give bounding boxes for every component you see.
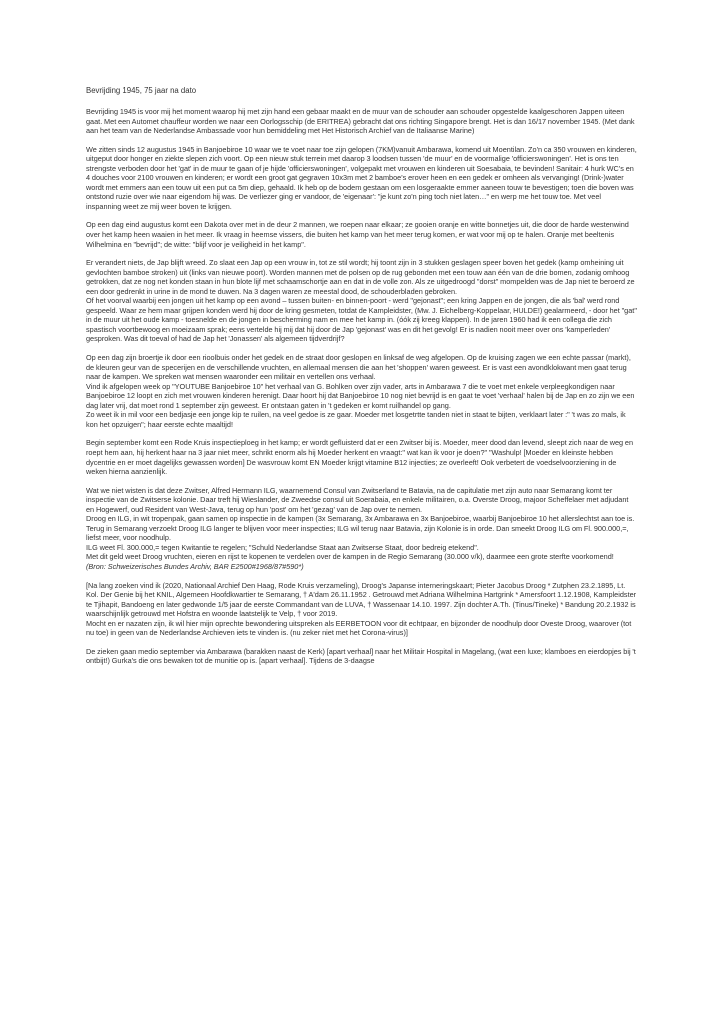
paragraph-jonassen: Of het voorval waarbij een jongen uit het kamp op een avond – tussen buiten- en binnen-poort - werd "gejonast"; een kring Jappen en de jongen, die als 'bal' werd rond gespeeld. Waar ze hem maar grijpen konden werd hij door de kring gesmeten, totdat de Kampleidster, (Mw. J. Eichelberg-Koppelaar, HULDE!) gealarmeerd, - door het "gat" in de muur uit het oude kamp - toesnelde en de jongen in bescherming nam en mee het kamp in. (óók zij kreeg klappen). In de jaren 1960 had ik een collega die zich spastisch voortbewoog en moeizaam sprak; eens vertelde hij mij dat hij door de Jap 'gejonast' was en dit het gevolg! Er is nadien nooit meer over ons 'kamperleden' gesproken. Was dit toeval of had de Jap het 'Jonassen' als algemeen tijdverdrijf?: [86, 296, 637, 344]
paragraph-kip: Zo weet ik in mil voor een bedjasje een jonge kip te ruilen, na veel gedoe is ze gaar. Moeder met losgetrtte tanden niet in staat te bijten, verklaart later :" 't was zo mals, ik kon het opzuigen"; haar eerste echte maaltijd!: [86, 410, 626, 429]
paragraph-zwitser: Wat we niet wisten is dat deze Zwitser, Alfred Hermann ILG, waarnemend Consul van Zwitserland te Batavia, na de capitulatie met zijn auto naar Semarang komt ter inspectie van de Zwitserse kolonie. Daar treft hij Wieslander, de Zweedse consul uit Soerabaia, en enkele militairen, o.a. Overste Droog, majoor Scheffelaer met adjudant en Hogewerf, oud Resident van West-Java, terug op hun 'post' om het 'gezag' van de Jap over te nemen.: [86, 485, 629, 514]
document-title: Bevrijding 1945, 75 jaar na dato: [86, 86, 197, 95]
paragraph-kwitantie: ILG weet Fl. 300.000,= tegen Kwitantie te regelen; "Schuld Nederlandse Staat aan Zwitserse Staat, door bedreig etekend".: [86, 542, 479, 552]
paragraph-dakota: Op een dag eind augustus komt een Dakota over met in de deur 2 mannen, we roepen naar elkaar; ze gooien oranje en witte bonnetjes uit, die door de harde westenwind over het kamp heen waaien in het meer. Ik vraag in heemse vissers, die buiten het kamp van het meer terug komen, er wat voor mij op te halen. Oranje met beeltenis Wilhelmina en "bevrijd"; de witte: "blijf voor je veiligheid in het kamp".: [86, 220, 629, 249]
paragraph-eerbetoon: Mocht en er nazaten zijn, ik wil hier mijn oprechte bewondering uitspreken als EERBETOON voor dit echtpaar, en bijzonder de noodhulp door Oveste Droog, waarover (tot nu toe) in geen van de Nederlandse Archieven iets te vinden is. (nu zeker niet met het Corona-virus)]: [86, 618, 632, 638]
paragraph-banjoebiroe: We zitten sinds 12 augustus 1945 in Banjoebiroe 10 waar we te voet naar toe zijn gelopen (7KM)vanuit Ambarawa, komend uit Moentilan. Zo'n ca 350 vrouwen en kinderen, uitgeput door honger en ziekte slepen zich voort. Op een nieuw stuk terrein met daarop 3 loodsen tussen 'de muur' en de voormalige 'officierswoningen'. Het is ons ten strengste verboden door het 'gat' in de muur te gaan of je hijde 'officierswoningen', volgepakt met vrouwen en kinderen uit Soesabaia, te bevinden! Sanitair: 4 hurk WC's en 4 douches voor 2100 vrouwen en kinderen; er wordt een groot gat gegraven 10x3m met 2 bamboe's erover heen en een gedek er omheen als vervanging! (Drink-)water wordt met emmers aan een touw uit een put ca 5m diep, gehaald. Ik heb op de bodem gestaan om een losgeraakte emmer aaneen touw te bevestigen; toen die boven was ontstond ruzie over wie naar eigendom hij was. De verliezer ging er vandoor, de 'eigenaar': "je kunt zo'n ping toch niet laten…" en werp me het touw toe. Met veel inspanning weet ze mij weer boven te krijgen.: [86, 144, 637, 211]
paragraph-inspectie: Droog en ILG, in wit tropenpak, gaan samen op inspectie in de kampen (3x Semarang, 3x Ambarawa en 3x Banjoebiroe, waarbij Banjoebiroe 10 het allerslechtst aan toe is.: [86, 514, 635, 524]
paragraph-intro: Bevrijding 1945 is voor mij het moment waarop hij met zijn hand een gebaar maakt en de muur van de schouder aan schouder opgestelde kaalgeschoren Jappen uiteen gaat. Met een Automet chauffeur worden we naar een Oorlogsschip (de ERITREA) gebracht dat ons richting Singapore brengt. Het is dan 16/17 november 1945. (Met dank aan het team van de Nederlandse Ambassade voor hun bemiddeling met Het Historisch Archief van de Italiaanse Marine): [86, 107, 635, 136]
paragraph-rode-kruis: Begin september komt een Rode Kruis inspectieploeg in het kamp; er wordt gefluisterd dat er een Zwitser bij is. Moeder, meer dood dan levend, sleept zich naar de weg en roept hem aan, hij herkent haar na 3 jaar niet meer, schrikt enorm als hij Moeder herkent en vraagt:" wat kan ik voor je doen?" "Washulp! [Moeder en kleinste hebben dycentrie en er moet dagelijks gewassen worden] De wasvrouw komt EN Moeder krijgt vitamine B12 injecties; ze overleeft! Ook verbetert de voedselvoorziening in de weken hierna aanzienlijk.: [86, 438, 634, 477]
paragraph-semarang: Terug in Semarang verzoekt Droog ILG langer te blijven voor meer inspecties; ILG wil terug naar Batavia, zijn Kolonie is in orde. Dan smeekt Droog ILG om Fl. 900.000,=, liefst meer, voor noodhulp.: [86, 523, 629, 543]
paragraph-geld: Met dit geld weet Droog vruchten, eieren en rijst te kopenen te verdelen over de kampen in de Regio Semarang (30.000 v/k), daarmee een grote sterfte voorkomend!: [86, 552, 614, 562]
paragraph-passar: Op een dag zijn broertje ik door een rioolbuis onder het gedek en de straat door geslopen en linksaf de weg afgelopen. Op de kruising zagen we een echte passar (markt), de kleuren geur van de specerijen en de verschillende vruchten, en allemaal mensen die aan het 'shoppen' waren geweest. Er is vast een avondklokwant men gaat terug naar de kampen. We spreken wat mensen waaronder een militair en vertellen ons verhaal.: [86, 353, 631, 382]
paragraph-source: (Bron: Schweizerisches Bundes Archiv, BAR E2500#1968/87#590*): [86, 561, 304, 571]
paragraph-youtube: Vind ik afgelopen week op "YOUTUBE Banjoebiroe 10" het verhaal van G. Bohlken over zijn vader, arts in Ambarawa 7 die te voet met enkele verpleegkondigen naar Banjoebiroe 12 loopt en zich met vrouwen kinderen herenigt. Daar hoort hij dat Banjoebiroe 10 nog niet bevrijd is en gaat te voet 'verhaal' halen bij de Jap en zo zijn we een dag later vrij, dat moet rond 1 september zijn geweest. Er ontstaan gaten in 't gedeken er komt ruilhandel op gang.: [86, 381, 635, 410]
paragraph-zieken: De zieken gaan medio september via Ambarawa (barakken naast de Kerk) [apart verhaal] naar het Militair Hospital in Magelang, (wat een luxe; klamboes en eierdopjes bij 't ontbijt!) Gurka's die ons bewaken tot de munitie op is. [apart verhaal]. Tijdens de 3-daagse: [86, 646, 636, 666]
paragraph-archief: [Na lang zoeken vind ik (2020, Nationaal Archief Den Haag, Rode Kruis verzameling), Droog's Japanse interneringskaart; Pieter Jacobus Droog * Zutphen 23.2.1895, Lt. Kol. Der Genie bij het KNIL, Algemeen Hoofdkwartier te Semarang, † A'dam 26.11.1952 . Getrouwd met Adriana Wilhelmina Hartgrink * Amersfoort 1.12.1908, Kampleidster te Tjihapit, Bandoeng en later gedwonde 1/5 jaar de eerste Commandant van de LUVA, † Wassenaar 14.10. 1997. Zijn dochter A.Th. (Tinus/Tineke) * Bandung 20.2.1932 is waarschijnlijk getrouwd met Hofstra en woonde laatstelijk te Velp, † voor 2019.: [86, 580, 637, 619]
paragraph-cruelty: Er verandert niets, de Jap blijft wreed. Zo slaat een Jap op een vrouw in, tot ze stil wordt; hij toont zijn in 3 stukken geslagen speer boven het gedek (kamp omheining uit gevlochten bamboe stroken) uit (links van nieuwe poort). Worden mannen met de polsen op de rug gebonden met een touw aan één van de drie bomen, zodanig omhoog getrokken, dat ze nog net konden staan in hun blote lijf met schaamschortje aan en dat in de volle zon. Als ze uitgedroogd "dorst" mompelden was de Jap niet te beroerd ze een door gedrenkt in urine in de mond te duwen. Na 3 dagen waren ze meestal dood, de schouderbladen gebroken.: [86, 258, 635, 296]
